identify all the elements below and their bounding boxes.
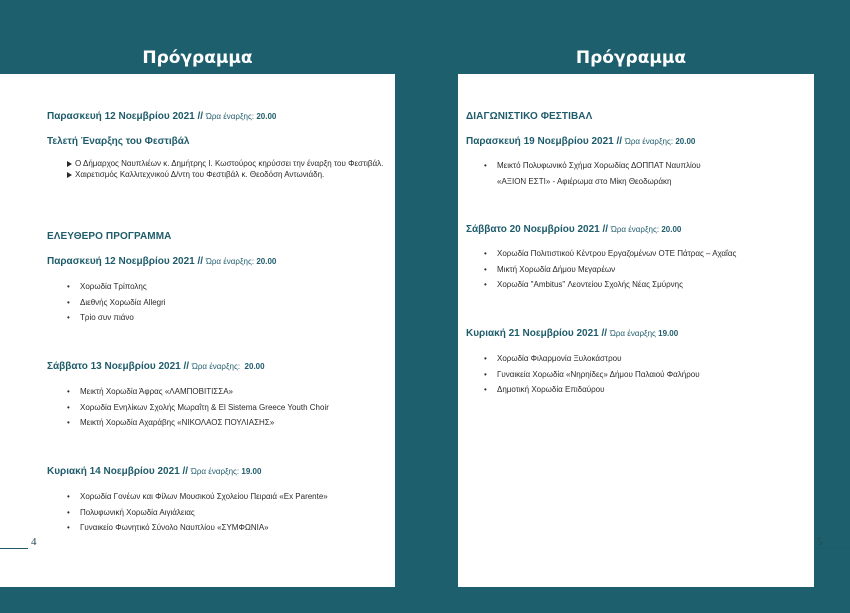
ceremony-title: Τελετή Έναρξης του Φεστιβάλ <box>47 136 190 147</box>
list-item: • Γυναικεία Χορωδία «Νηρηίδες» Δήμου Παλαιού Φαλήρου <box>484 367 700 383</box>
list-item: • Χορωδία Τρίπολης <box>67 279 166 295</box>
right-header-title: Πρόγραμμα <box>575 48 687 68</box>
left-header-band <box>0 0 395 74</box>
list-item: • Μικτή Χορωδία Δήμου Μεγαρέων <box>484 262 736 278</box>
list-item: • Χορωδία "Ambitus" Λεοντείου Σχολής Νέας Σμύρνης <box>484 277 736 293</box>
list-item: • Χορωδία Ενηλίκων Σχολής Μωραΐτη & El Sistema Greece Youth Choir <box>67 400 329 416</box>
opening-day-date: Παρασκευή 12 Νοεμβρίου 2021 // <box>47 111 204 122</box>
day-title: Παρασκευή 12 Νοεμβρίου 2021 // Ώρα έναρξης: 20.00 <box>47 256 277 267</box>
competition-title: ΔΙΑΓΩΝΙΣΤΙΚΟ ΦΕΣΤΙΒΑΛ <box>466 111 593 122</box>
list-item: • Πολυφωνική Χορωδία Αιγιάλειας <box>67 505 328 521</box>
list-item: • Γυναικείο Φωνητικό Σύνολο Ναυπλίου «ΣΥΜΦΩΝΙΑ» <box>67 520 328 536</box>
day-items-list <box>67 279 166 326</box>
opening-day-title <box>47 111 276 122</box>
day-title: Παρασκευή 19 Νοεμβρίου 2021 // Ώρα έναρξης: 20.00 <box>466 136 696 147</box>
day-items-list <box>67 384 329 431</box>
list-item: Χαιρετισμός Καλλιτεχνικού Δ/ντη του Φεστιβάλ κ. Θεοδόση Αντωνιάδη. <box>67 169 383 180</box>
right-page <box>458 0 814 587</box>
day-items-list <box>67 489 328 536</box>
list-item: • Μεικτή Χορωδία Άφρας «ΛΑΜΠΟΒΙΤΙΣΣΑ» <box>67 384 329 400</box>
list-item: • Χορωδία Φιλαρμονία Ξυλοκάστρου <box>484 351 700 367</box>
right-page-number: 5 <box>817 536 823 548</box>
day-items-list <box>484 351 700 398</box>
left-header-title: Πρόγραμμα <box>142 48 253 68</box>
page-number-rule <box>0 548 28 549</box>
list-item: • Χορωδία Πολιτιστικού Κέντρου Εργαζομένων ΟΤΕ Πάτρας – Αχαΐας <box>484 246 736 262</box>
list-item: • Δημοτική Χορωδία Επιδαύρου <box>484 382 700 398</box>
page-number-rule <box>816 548 850 549</box>
list-item: Ο Δήμαρχος Ναυπλιέων κ. Δημήτρης Ι. Κωστούρος κηρύσσει την έναρξη του Φεστιβάλ. <box>67 158 383 169</box>
list-item: • Διεθνής Χορωδία Allegri <box>67 295 166 311</box>
list-item: • Μεικτό Πολυφωνικό Σχήμα Χορωδίας ΔΟΠΠΑΤ Ναυπλίου <box>484 158 701 174</box>
left-page <box>0 0 395 587</box>
day-items-list <box>484 246 736 293</box>
right-header-band <box>458 0 814 74</box>
ceremony-list <box>67 158 383 180</box>
day-title: Σάββατο 13 Νοεμβρίου 2021 // Ώρα έναρξης: 20.00 <box>47 361 265 372</box>
free-program-title: ΕΛΕΥΘΕΡΟ ΠΡΟΓΡΑΜΜΑ <box>47 231 172 242</box>
list-item-continuation: «ΑΞΙΟΝ ΕΣΤΙ» - Αφιέρωμα στο Μίκη Θεοδωράκη <box>497 176 672 186</box>
list-item: • Μεικτή Χορωδία Αχαράβης «ΝΙΚΟΛΑΟΣ ΠΟΥΛΙΑΣΗΣ» <box>67 415 329 431</box>
day-title: Κυριακή 14 Νοεμβρίου 2021 // Ώρα έναρξης: 19.00 <box>47 466 262 477</box>
opening-day-start: Ώρα έναρξης: 20.00 <box>205 112 277 121</box>
day-title: Σάββατο 20 Νοεμβρίου 2021 // Ώρα έναρξης: 20.00 <box>466 224 682 235</box>
list-item: • Τρίο συν πιάνο <box>67 310 166 326</box>
day-title: Κυριακή 21 Νοεμβρίου 2021 // Ώρα έναρξης 19.00 <box>466 328 679 339</box>
left-page-number: 4 <box>31 536 37 548</box>
day-items-list <box>484 158 701 189</box>
list-item: • Χορωδία Γονέων και Φίλων Μουσικού Σχολείου Πειραιά «Ex Parente» <box>67 489 328 505</box>
